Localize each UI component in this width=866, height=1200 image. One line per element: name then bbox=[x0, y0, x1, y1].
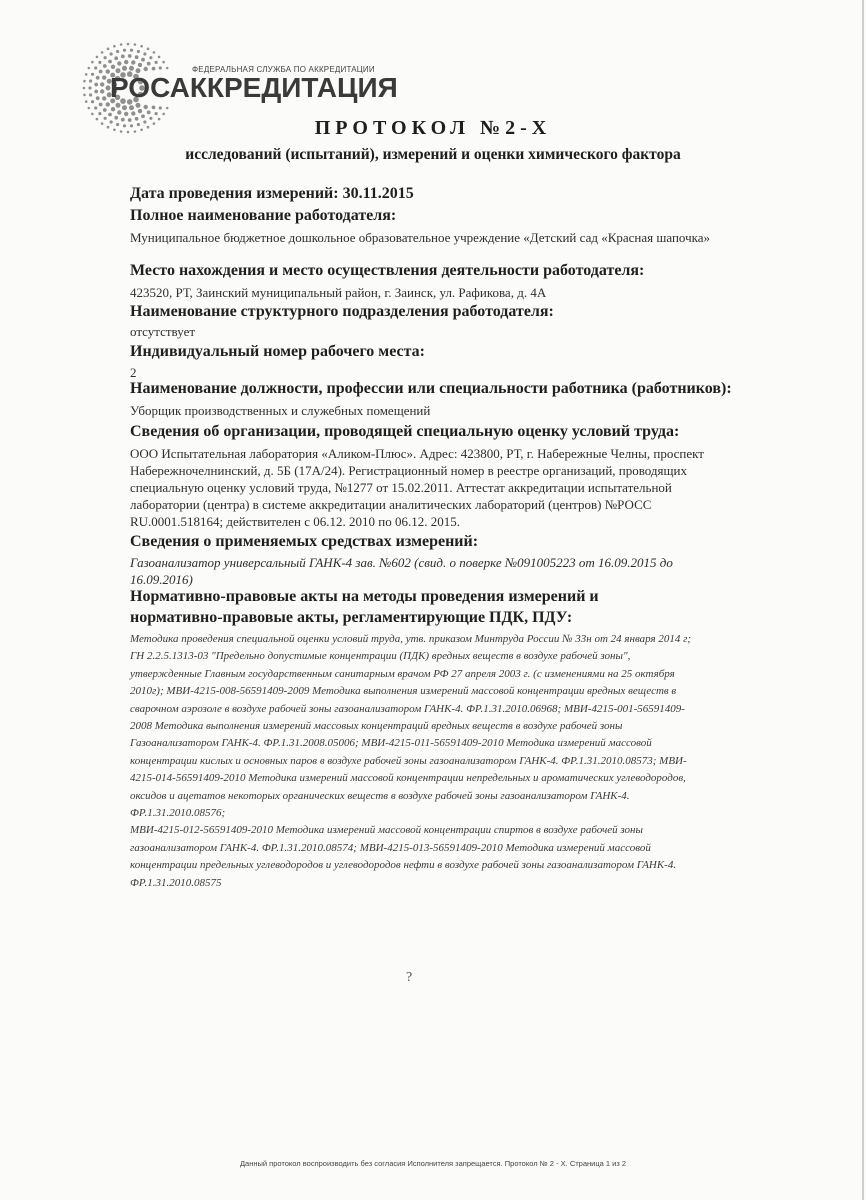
norms-line: концентрации предельных углеводородов и углеводородов нефти в воздухе рабочей зоны газоанализатором ГАНК-4. bbox=[130, 859, 677, 872]
logo-dot bbox=[113, 45, 116, 48]
logo-dot bbox=[88, 107, 91, 110]
logo-dot bbox=[117, 61, 121, 65]
page-footer: Данный протокол воспроизводить без согласия Исполнителя запрещается. Протокол № 2 - Х. Страница 1 из 2 bbox=[239, 1159, 627, 1168]
logo-dot bbox=[138, 109, 142, 113]
norms-line: Газоанализатором ГАНК-4. ФР.1.31.2008.05006; МВИ-4215-011-56591409-2010 Методика измерений массовой bbox=[130, 737, 652, 750]
norms-line: утвержденные Главным государственным санитарным врачом РФ 27 апреля 2003 г. (с изменениями на 25 октября bbox=[130, 667, 675, 680]
norms-line: ФР.1.31.2010.08576; bbox=[130, 807, 226, 820]
norms-line: 2008 Методика выполнения измерений массовых концентраций вредных веществ в воздухе рабочей зоны bbox=[130, 720, 623, 733]
position-label: Наименование должности, профессии или специальности работника (работников): bbox=[130, 380, 732, 397]
logo-dot bbox=[158, 56, 161, 59]
norms-line: МВИ-4215-012-56591409-2010 Методика измерений массовой концентрации спиртов в воздухе рабочей зоны bbox=[130, 824, 643, 837]
organization-line: RU.0001.518164; действителен с 06.12. 2010 по 06.12. 2015. bbox=[130, 514, 460, 529]
logo-dot bbox=[134, 43, 137, 46]
page-subtitle: исследований (испытаний), измерений и оценки химического фактора bbox=[185, 146, 681, 163]
logo-dot bbox=[124, 112, 128, 116]
logo-dot bbox=[152, 106, 156, 110]
position-value: Уборщик производственных и служебных помещений bbox=[130, 403, 431, 418]
logo-dot bbox=[98, 61, 101, 64]
norms-line: оксидов и ацетатов некоторых органических веществ в воздухе рабочей зоны газоанализатором ГАНК-4. bbox=[130, 789, 630, 802]
logo-dot bbox=[100, 89, 104, 93]
logo-dot bbox=[159, 66, 162, 69]
logo-dot bbox=[111, 65, 115, 69]
organization-details bbox=[130, 445, 790, 530]
unit-value: отсутствует bbox=[130, 324, 196, 339]
logo-dot bbox=[94, 83, 98, 87]
logo-dot bbox=[91, 100, 94, 103]
logo-dot bbox=[116, 50, 119, 53]
instruments-details bbox=[130, 554, 790, 588]
logo-dot bbox=[144, 67, 148, 71]
workplace-number-label: Индивидуальный номер рабочего места: bbox=[130, 343, 425, 360]
logo-dot bbox=[159, 106, 162, 109]
logo-dot bbox=[122, 105, 127, 110]
logo-dot bbox=[88, 86, 91, 89]
norms-line: ФР.1.31.2010.08575 bbox=[130, 876, 222, 889]
logo-dot bbox=[88, 67, 91, 70]
norms-list bbox=[130, 631, 790, 892]
logo-dot bbox=[120, 43, 123, 46]
logo-dot bbox=[89, 79, 92, 82]
logo-dot bbox=[129, 66, 134, 71]
logo-dot bbox=[110, 52, 113, 55]
logo-wordmark: РОСАККРЕДИТАЦИЯ bbox=[110, 72, 398, 103]
logo-dot bbox=[98, 112, 101, 115]
unit-label: Наименование структурного подразделения работодателя: bbox=[130, 303, 554, 320]
employer-label: Полное наименование работодателя: bbox=[130, 207, 397, 224]
measurement-date: Дата проведения измерений: 30.11.2015 bbox=[130, 185, 414, 202]
workplace-number-value: 2 bbox=[130, 365, 137, 380]
logo-dot bbox=[83, 94, 86, 97]
logo-dot bbox=[155, 61, 158, 64]
logo-dot bbox=[102, 75, 106, 79]
organization-line: Набережночелнинский, д. 5Б (17А/24). Регистрационный номер в реестре организаций, проводящих bbox=[130, 463, 687, 478]
logo-dot bbox=[155, 112, 158, 115]
logo-dot bbox=[147, 111, 151, 115]
norms-line: Методика проведения специальной оценки условий труда, утв. приказом Минтруда России № 33н от 24 января 2014 г; bbox=[130, 633, 692, 645]
norms-line: сварочном аэрозоле в воздухе рабочей зоны газоанализатором ГАНК-4. ФР.1.31.2010.06968; МВИ-4215-001-56591409- bbox=[130, 702, 685, 715]
logo-dot bbox=[83, 87, 86, 90]
logo-dot bbox=[107, 48, 110, 51]
logo-subtitle: ФЕДЕРАЛЬНАЯ СЛУЖБА ПО АККРЕДИТАЦИИ bbox=[192, 65, 375, 74]
logo-dot bbox=[104, 56, 107, 59]
logo-dot bbox=[103, 64, 107, 68]
instruments-line: 16.09.2016) bbox=[130, 572, 193, 587]
logo-dot bbox=[128, 54, 132, 58]
logo-dot bbox=[85, 73, 88, 76]
norms-label-line-1: Нормативно-правовые акты на методы проведения измерений и bbox=[130, 588, 599, 605]
logo-dot bbox=[130, 49, 133, 52]
logo-dot bbox=[131, 60, 135, 64]
logo-dot bbox=[94, 106, 97, 109]
logo-dot bbox=[166, 67, 169, 70]
organization-label: Сведения об организации, проводящей специальную оценку условий труда: bbox=[130, 423, 680, 440]
logo-dot bbox=[147, 62, 151, 66]
logo-dot bbox=[149, 56, 152, 59]
logo-dot bbox=[94, 90, 98, 94]
location-value: 423520, РТ, Заинский муниципальный район, г. Заинск, ул. Рафикова, д. 4А bbox=[130, 285, 547, 300]
logo-dot bbox=[91, 73, 94, 76]
logo-dot bbox=[162, 61, 165, 64]
logo-dot bbox=[152, 67, 156, 71]
logo-dot bbox=[96, 56, 99, 59]
logo-dot bbox=[99, 70, 103, 74]
logo-dot bbox=[143, 52, 146, 55]
organization-line: лаборатории (центра) в системе аккредитации аналитических лабораторий (центров) №РОСС bbox=[130, 497, 652, 512]
logo-dot bbox=[103, 108, 107, 112]
norms-line: 4215-014-56591409-2010 Методика измерений массовой концентрации непредельных и ароматических углеводородов, bbox=[130, 772, 686, 785]
logo-dot bbox=[141, 58, 145, 62]
logo-dot bbox=[144, 105, 148, 109]
instruments-line: Газоанализатор универсальный ГАНК-4 зав. №602 (свид. о поверке №091005223 от 16.09.2015 до bbox=[130, 555, 673, 570]
logo-dot bbox=[114, 56, 118, 60]
instruments-label: Сведения о применяемых средствах измерений: bbox=[130, 533, 479, 550]
organization-line: специальную оценку условий труда, №1277 от 15.02.2011. Аттестат аккредитации испытательной bbox=[130, 480, 672, 495]
norms-line: ГН 2.2.5.1313-03 "Предельно допустимые концентрации (ПДК) вредных веществ в воздухе рабочей зоны", bbox=[130, 650, 631, 663]
logo-dot bbox=[91, 61, 94, 64]
logo-dot bbox=[129, 105, 134, 110]
logo-dot bbox=[99, 103, 103, 107]
logo-dot bbox=[101, 51, 104, 54]
logo-dot bbox=[124, 60, 128, 64]
logo-dot bbox=[131, 111, 135, 115]
norms-line: 2010г); МВИ-4215-008-56591409-2009 Методика выполнения измерений массовой концентрации вредных веществ в bbox=[130, 685, 677, 698]
logo-dot bbox=[96, 76, 100, 80]
page-title: ПРОТОКОЛ №2-Х bbox=[314, 117, 552, 139]
logo-dot bbox=[96, 96, 100, 100]
logo-dot bbox=[100, 82, 104, 86]
logo-dot bbox=[111, 107, 115, 111]
logo-dot bbox=[102, 96, 106, 100]
stray-mark: ? bbox=[406, 970, 413, 985]
logo-dot bbox=[140, 45, 143, 48]
logo-dot bbox=[117, 110, 121, 114]
logo-dot bbox=[162, 113, 165, 116]
norms-line: концентрации кислых и основных паров в воздухе рабочей зоны газоанализатором ГАНК-4. ФР.1.31.2010.08573; МВИ- bbox=[130, 754, 687, 767]
logo-dot bbox=[123, 49, 126, 52]
organization-line: ООО Испытательная лаборатория «Аликом-Плюс». Адрес: 423800, РТ, г. Набережные Челны, проспект bbox=[130, 446, 704, 461]
norms-line: газоанализатором ГАНК-4. ФР.1.31.2010.08574; МВИ-4215-013-56591409-2010 Методика измерений массовой bbox=[130, 841, 651, 854]
location-label: Место нахождения и место осуществления деятельности работодателя: bbox=[130, 262, 645, 279]
logo-dot bbox=[138, 63, 142, 67]
logo-dot bbox=[85, 100, 88, 103]
employer-value: Муниципальное бюджетное дошкольное образовательное учреждение «Детский сад «Красная шапочка» bbox=[130, 230, 711, 245]
logo-dot bbox=[122, 66, 127, 71]
logo-dot bbox=[147, 48, 150, 51]
logo-dot bbox=[94, 66, 97, 69]
scan-edge-line bbox=[862, 0, 864, 1200]
logo-dot bbox=[91, 113, 94, 116]
logo-dot bbox=[127, 43, 130, 46]
logo-dot bbox=[83, 80, 86, 83]
logo-dot bbox=[153, 51, 156, 54]
logo-dot bbox=[137, 50, 140, 53]
logo-dot bbox=[166, 107, 169, 110]
logo-dot bbox=[121, 55, 125, 59]
logo-dot bbox=[89, 93, 92, 96]
logo-dot bbox=[135, 55, 139, 59]
logo-dot bbox=[108, 113, 112, 117]
norms-label-line-2: нормативно-правовые акты, регламентирующие ПДК, ПДУ: bbox=[130, 609, 573, 626]
logo-dot bbox=[108, 60, 112, 64]
